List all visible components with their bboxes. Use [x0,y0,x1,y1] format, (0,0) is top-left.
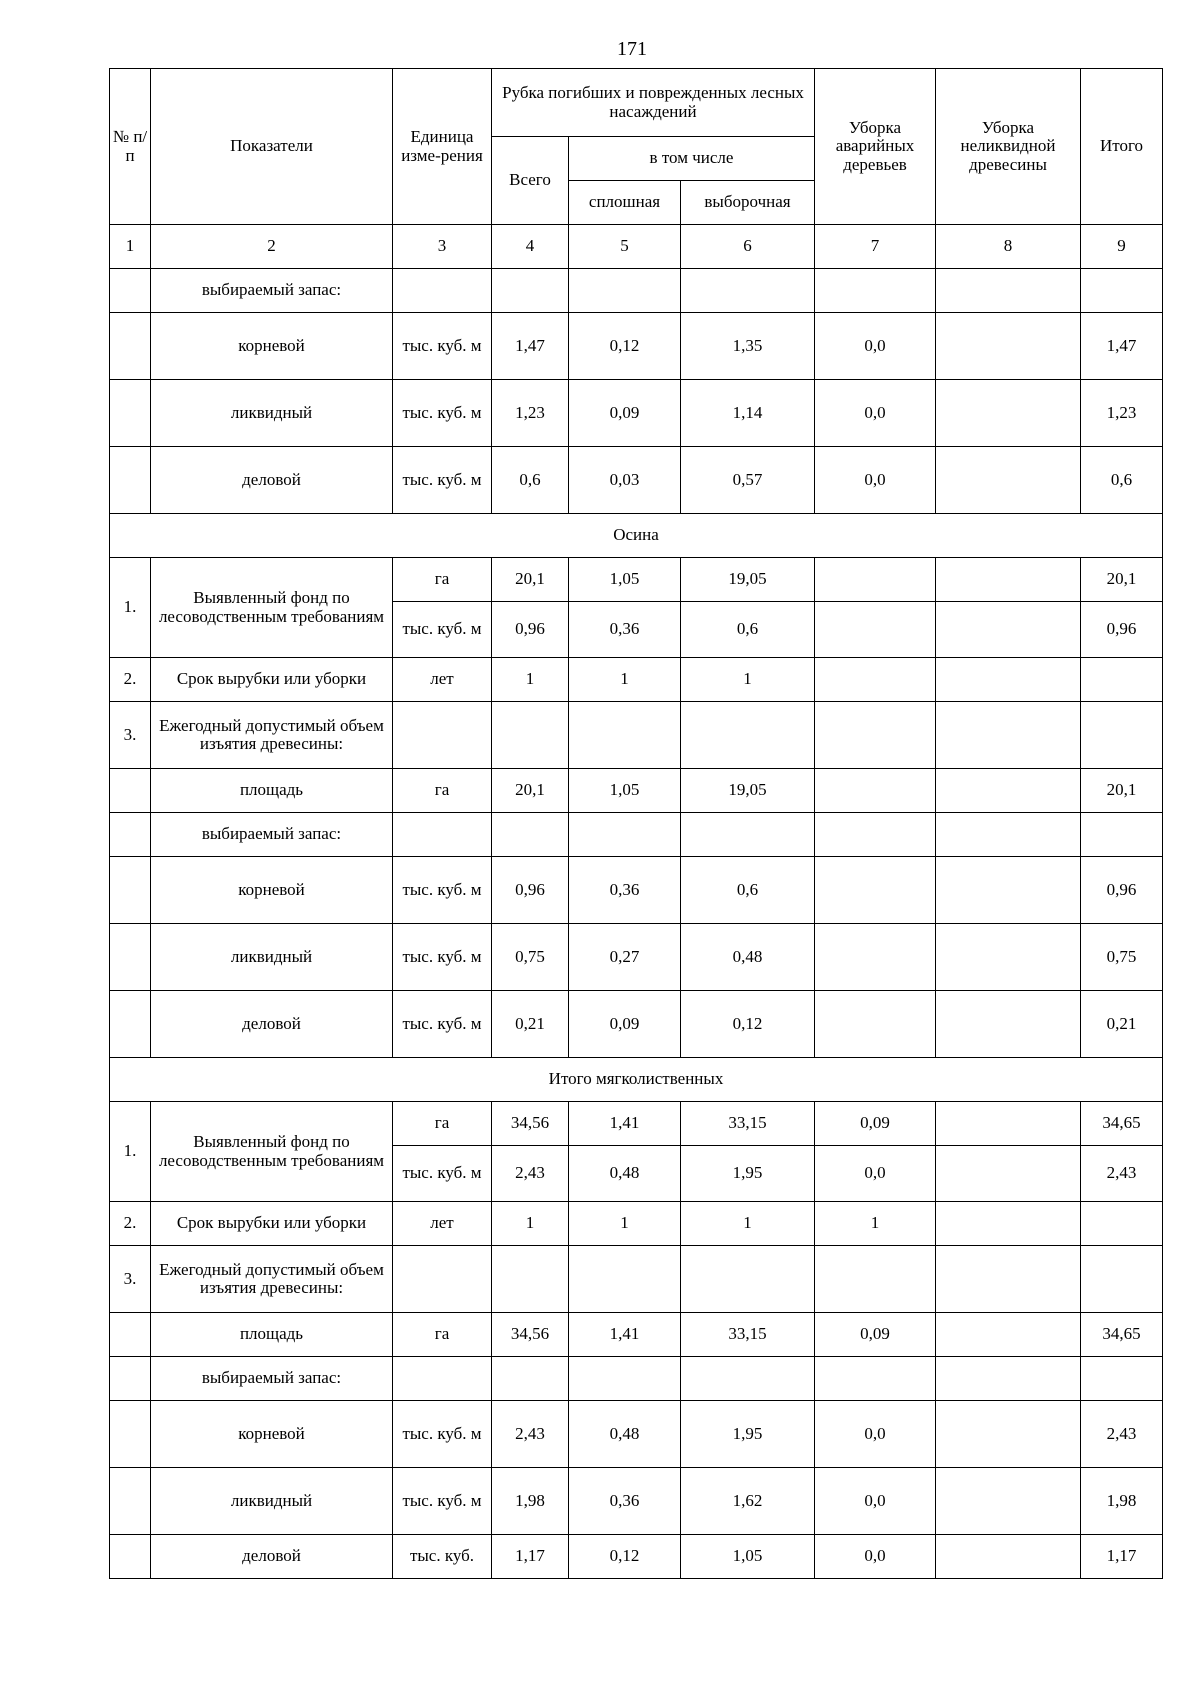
value-cell: 1,23 [1081,380,1163,447]
value-cell [815,702,936,769]
value-cell: 0,0 [815,1535,936,1579]
column-numbers-row [110,225,1163,269]
value-cell: 1,17 [492,1535,569,1579]
table-row [110,1313,1163,1357]
unit-cell [393,702,492,769]
row-number [110,447,151,514]
value-cell: 1,47 [1081,313,1163,380]
value-cell [815,924,936,991]
value-cell [1081,1357,1163,1401]
value-cell: 2,43 [492,1401,569,1468]
row-number [110,1357,151,1401]
unit-cell: га [393,769,492,813]
value-cell: 1,95 [681,1401,815,1468]
indicator-name: ликвидный [151,380,393,447]
value-cell [681,1246,815,1313]
value-cell [492,702,569,769]
col-number: 6 [681,225,815,269]
value-cell: 1,17 [1081,1535,1163,1579]
row-number [110,769,151,813]
row-number [110,991,151,1058]
value-cell: 2,43 [492,1146,569,1202]
row-number [110,1468,151,1535]
row-number [110,1401,151,1468]
value-cell [815,813,936,857]
value-cell [936,658,1081,702]
value-cell: 0,36 [569,857,681,924]
value-cell: 0,48 [569,1146,681,1202]
value-cell [569,702,681,769]
value-cell [815,1357,936,1401]
forest-felling-table [109,68,1163,1579]
value-cell: 1 [815,1202,936,1246]
value-cell: 0,48 [569,1401,681,1468]
table-row [110,1468,1163,1535]
indicator-name: Срок вырубки или уборки [151,658,393,702]
indicator-name: Ежегодный допустимый объем изъятия древесины: [151,1246,393,1313]
header-felling-group: Рубка погибших и поврежденных лесных насаждений [492,69,815,137]
page-number: 171 [617,38,647,60]
value-cell [936,447,1081,514]
col-number: 8 [936,225,1081,269]
unit-cell [393,269,492,313]
unit-cell: тыс. куб. м [393,1146,492,1202]
value-cell: 34,56 [492,1102,569,1146]
value-cell [936,1313,1081,1357]
value-cell: 1,23 [492,380,569,447]
value-cell: 0,21 [492,991,569,1058]
value-cell: 20,1 [492,558,569,602]
row-number [110,313,151,380]
value-cell: 34,65 [1081,1313,1163,1357]
value-cell [936,602,1081,658]
table-row [110,769,1163,813]
unit-cell: лет [393,1202,492,1246]
value-cell: 1,14 [681,380,815,447]
unit-cell: тыс. куб. м [393,991,492,1058]
value-cell: 0,12 [569,313,681,380]
indicator-name: Выявленный фонд по лесоводственным требованиям [151,1102,393,1202]
value-cell: 1,62 [681,1468,815,1535]
value-cell [936,558,1081,602]
table-row [110,702,1163,769]
indicator-name: ликвидный [151,924,393,991]
unit-cell: тыс. куб. м [393,1468,492,1535]
table-row [110,658,1163,702]
indicator-name: корневой [151,1401,393,1468]
row-number: 1. [110,558,151,658]
value-cell: 0,96 [1081,857,1163,924]
value-cell [936,1246,1081,1313]
value-cell: 1,05 [681,1535,815,1579]
indicator-name: деловой [151,991,393,1058]
value-cell: 1,41 [569,1313,681,1357]
value-cell: 0,0 [815,1401,936,1468]
value-cell [1081,1246,1163,1313]
col-number: 5 [569,225,681,269]
value-cell [936,1146,1081,1202]
value-cell: 0,57 [681,447,815,514]
row-number [110,1313,151,1357]
indicator-name: Выявленный фонд по лесоводственным требованиям [151,558,393,658]
table-row [110,269,1163,313]
unit-cell: га [393,1102,492,1146]
indicator-name: площадь [151,1313,393,1357]
value-cell [1081,702,1163,769]
value-cell: 1,95 [681,1146,815,1202]
table-row [110,1102,1163,1146]
value-cell [815,558,936,602]
row-number [110,857,151,924]
value-cell [815,1246,936,1313]
unit-cell [393,1246,492,1313]
value-cell: 2,43 [1081,1146,1163,1202]
row-number: 3. [110,702,151,769]
indicator-name: корневой [151,857,393,924]
col-number: 3 [393,225,492,269]
indicator-name: Ежегодный допустимый объем изъятия древесины: [151,702,393,769]
value-cell [936,1401,1081,1468]
header-indicators: Показатели [151,69,393,225]
value-cell: 1,05 [569,769,681,813]
unit-cell: тыс. куб. м [393,924,492,991]
unit-cell: га [393,558,492,602]
table-row [110,380,1163,447]
indicator-name: ликвидный [151,1468,393,1535]
value-cell: 0,12 [569,1535,681,1579]
indicator-name: площадь [151,769,393,813]
table-row [110,558,1163,602]
value-cell [815,602,936,658]
value-cell: 0,6 [681,857,815,924]
value-cell: 20,1 [1081,769,1163,813]
header-unit: Единица изме-рения [393,69,492,225]
value-cell: 0,09 [569,380,681,447]
value-cell [492,269,569,313]
indicator-name: корневой [151,313,393,380]
value-cell: 0,6 [492,447,569,514]
value-cell: 20,1 [492,769,569,813]
header-itogo: Итого [1081,69,1163,225]
value-cell: 33,15 [681,1102,815,1146]
value-cell: 0,27 [569,924,681,991]
indicator-name: деловой [151,447,393,514]
table-row [110,1202,1163,1246]
row-number [110,380,151,447]
value-cell [815,857,936,924]
table-row [110,313,1163,380]
value-cell [681,269,815,313]
value-cell [936,857,1081,924]
value-cell: 0,36 [569,1468,681,1535]
value-cell: 0,48 [681,924,815,991]
value-cell [936,702,1081,769]
section-title: Итого мягколиственных [110,1058,1163,1102]
table-header [110,69,1163,269]
indicator-name: Срок вырубки или уборки [151,1202,393,1246]
value-cell: 0,09 [815,1313,936,1357]
value-cell: 0,12 [681,991,815,1058]
row-number: 1. [110,1102,151,1202]
value-cell [569,1246,681,1313]
value-cell: 0,09 [569,991,681,1058]
unit-cell [393,1357,492,1401]
value-cell [681,813,815,857]
value-cell: 0,03 [569,447,681,514]
indicator-name: деловой [151,1535,393,1579]
unit-cell: тыс. куб. м [393,857,492,924]
value-cell: 20,1 [1081,558,1163,602]
value-cell: 19,05 [681,769,815,813]
value-cell: 33,15 [681,1313,815,1357]
table-body [110,269,1163,1579]
section-title: Осина [110,514,1163,558]
unit-cell: тыс. куб. м [393,313,492,380]
value-cell [1081,658,1163,702]
value-cell [936,1468,1081,1535]
table-row [110,1357,1163,1401]
value-cell: 2,43 [1081,1401,1163,1468]
row-number [110,269,151,313]
row-number: 3. [110,1246,151,1313]
header-clear: сплошная [569,181,681,225]
value-cell [936,313,1081,380]
value-cell: 1 [681,1202,815,1246]
value-cell: 1,05 [569,558,681,602]
value-cell [681,702,815,769]
value-cell [936,1102,1081,1146]
row-number: 2. [110,658,151,702]
table-row [110,991,1163,1058]
indicator-name: выбираемый запас: [151,1357,393,1401]
unit-cell: тыс. куб. [393,1535,492,1579]
col-number: 7 [815,225,936,269]
table-row [110,1246,1163,1313]
value-cell: 0,36 [569,602,681,658]
value-cell: 0,0 [815,1146,936,1202]
value-cell: 1,47 [492,313,569,380]
row-number [110,1535,151,1579]
table-row [110,813,1163,857]
col-number: 9 [1081,225,1163,269]
value-cell [1081,269,1163,313]
table-row [110,1535,1163,1579]
value-cell [492,813,569,857]
value-cell [569,813,681,857]
table-row [110,924,1163,991]
value-cell [1081,813,1163,857]
table-row [110,1401,1163,1468]
value-cell: 0,75 [1081,924,1163,991]
value-cell [569,1357,681,1401]
header-emergency: Уборка аварийных деревьев [815,69,936,225]
value-cell [936,1202,1081,1246]
header-illiquid: Уборка неликвидной древесины [936,69,1081,225]
row-number: 2. [110,1202,151,1246]
value-cell: 0,6 [1081,447,1163,514]
value-cell: 1,98 [492,1468,569,1535]
value-cell: 1 [492,658,569,702]
value-cell: 34,65 [1081,1102,1163,1146]
value-cell: 1 [681,658,815,702]
row-number [110,924,151,991]
value-cell: 0,6 [681,602,815,658]
value-cell [1081,1202,1163,1246]
header-num: № п/п [110,69,151,225]
value-cell: 0,09 [815,1102,936,1146]
value-cell: 0,75 [492,924,569,991]
unit-cell: лет [393,658,492,702]
value-cell: 0,0 [815,1468,936,1535]
row-number [110,813,151,857]
value-cell [936,269,1081,313]
value-cell: 0,0 [815,313,936,380]
value-cell [569,269,681,313]
col-number: 1 [110,225,151,269]
header-selective: выборочная [681,181,815,225]
value-cell [936,380,1081,447]
indicator-name: выбираемый запас: [151,813,393,857]
value-cell: 0,0 [815,447,936,514]
value-cell: 1 [569,658,681,702]
value-cell: 1 [569,1202,681,1246]
section-row [110,1058,1163,1102]
value-cell: 19,05 [681,558,815,602]
value-cell: 34,56 [492,1313,569,1357]
value-cell: 0,0 [815,380,936,447]
header-including: в том числе [569,137,815,181]
unit-cell: тыс. куб. м [393,1401,492,1468]
unit-cell: тыс. куб. м [393,380,492,447]
col-number: 4 [492,225,569,269]
table-row [110,857,1163,924]
value-cell: 1 [492,1202,569,1246]
value-cell: 1,98 [1081,1468,1163,1535]
header-total: Всего [492,137,569,225]
value-cell [815,769,936,813]
value-cell: 1,41 [569,1102,681,1146]
col-number: 2 [151,225,393,269]
value-cell [936,1535,1081,1579]
value-cell: 0,21 [1081,991,1163,1058]
value-cell: 1,35 [681,313,815,380]
value-cell [492,1357,569,1401]
value-cell [936,769,1081,813]
value-cell [492,1246,569,1313]
value-cell: 0,96 [1081,602,1163,658]
unit-cell: га [393,1313,492,1357]
indicator-name: выбираемый запас: [151,269,393,313]
value-cell [815,991,936,1058]
section-row [110,514,1163,558]
value-cell [936,991,1081,1058]
unit-cell: тыс. куб. м [393,602,492,658]
value-cell [936,1357,1081,1401]
value-cell [815,269,936,313]
unit-cell: тыс. куб. м [393,447,492,514]
value-cell [936,924,1081,991]
table-row [110,447,1163,514]
unit-cell [393,813,492,857]
value-cell: 0,96 [492,857,569,924]
value-cell [815,658,936,702]
value-cell [681,1357,815,1401]
value-cell [936,813,1081,857]
value-cell: 0,96 [492,602,569,658]
